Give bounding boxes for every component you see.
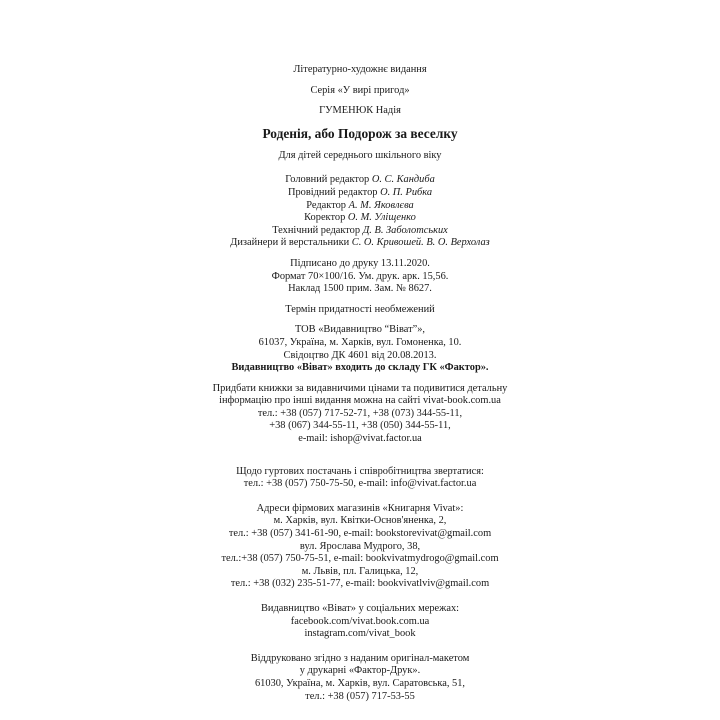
purchase-line: Придбати книжки за видавничими цінами та подивитися детальну [212,382,508,394]
purchase-line: тел.: +38 (057) 717-52-71, +38 (073) 344-55-11, [257,407,463,419]
staff-block [140,174,580,250]
staff-line: Технічний редактор Д. В. Заболотських [272,224,448,236]
staff-name: О. П. Рибка [380,186,433,198]
social-block [140,603,580,641]
staff-name: О. С. Кандиба [371,174,435,186]
printer-line: тел.: +38 (057) 717-53-55 [305,690,415,702]
staff-name: О. М. Уліщенко [347,212,416,224]
staff-line: Провідний редактор О. П. Рибка [287,186,433,198]
shelf-life: Термін придатності необмежений [285,303,435,315]
imprint-page [140,64,580,703]
social-line: facebook.com/vivat.book.com.ua [290,615,430,627]
social-line: Видавництво «Віват» у соціальних мережах: [260,603,460,614]
publisher-line: Свідоцтво ДК 4601 від 20.08.2013. [283,349,437,361]
stores-block [140,503,580,591]
printer-line: 61030, Україна, м. Харків, вул. Саратовська, 51, [254,677,466,689]
edition-type: Літературно-художнє видання [293,64,427,75]
wholesale-line: тел.: +38 (057) 750-75-50, e-mail: info@vivat.factor.ua [243,478,477,490]
staff-line: Редактор А. М. Яковлєва [306,199,414,211]
social-line: instagram.com/vivat_book [304,628,416,640]
stores-line: вул. Ярослава Мудрого, 38, [299,540,421,552]
printer-block [140,653,580,703]
audience: Для дітей середнього шкільного віку [278,149,442,161]
printer-line: у друкарні «Фактор-Друк». [299,665,421,677]
publisher-block [140,324,580,374]
staff-line: Головний редактор О. С. Кандиба [285,174,435,186]
publisher-group: Видавництво «Віват» входить до складу ГК «Фактор». [231,362,489,374]
print-info-line: Формат 70×100/16. Ум. друк. арк. 15,56. [271,270,449,282]
printer-line: Віддруковано згідно з наданим оригінал-макетом [250,652,470,664]
purchase-block [140,383,580,446]
purchase-line: +38 (067) 344-55-11, +38 (050) 344-55-11, [269,420,451,432]
print-info-block [140,258,580,296]
stores-line: м. Харків, вул. Квітки-Основ'яненка, 2, [273,515,447,527]
stores-line: тел.: +38 (032) 235-51-77, e-mail: bookvivatlviv@gmail.com [230,578,490,590]
staff-line: Коректор О. М. Уліщенко [304,212,416,224]
stores-line: тел.: +38 (057) 341-61-90, e-mail: bookstorevivat@gmail.com [228,528,492,540]
print-info-line: Підписано до друку 13.11.2020. [290,257,430,269]
staff-name: Д. В. Заболотських [362,224,448,236]
publisher-line: ТОВ «Видавництво “Віват”», [294,324,426,336]
purchase-line: e-mail: ishop@vivat.factor.ua [298,433,422,445]
stores-line: Адреси фірмових магазинів «Книгарня Vivat»: [256,502,464,514]
staff-name: С. О. Кривошей. В. О. Верхолаз [351,237,490,249]
wholesale-block [140,466,580,491]
stores-line: м. Львів, пл. Галицька, 12, [301,565,419,577]
author-name: ГУМЕНЮК Надія [319,105,401,117]
purchase-line: інформацію про інші видання можна на сайті vivat-book.com.ua [219,395,501,407]
staff-name: А. М. Яковлєва [348,199,414,211]
series-name: Серія «У вирі пригод» [310,84,410,96]
wholesale-line: Щодо гуртових постачань і співробітництва звертатися: [236,465,484,477]
publisher-line: 61037, Україна, м. Харків, вул. Гомоненка, 10. [258,336,462,348]
stores-line: тел.:+38 (057) 750-75-51, e-mail: bookvivatmydrogo@gmail.com [221,553,499,565]
print-info-line: Наклад 1500 прим. Зам. № 8627. [288,283,432,295]
staff-line: Дизайнери й верстальники С. О. Кривошей. В. О. Верхолаз [230,237,490,249]
book-title: Роденія, або Подорож за веселку [262,125,458,141]
